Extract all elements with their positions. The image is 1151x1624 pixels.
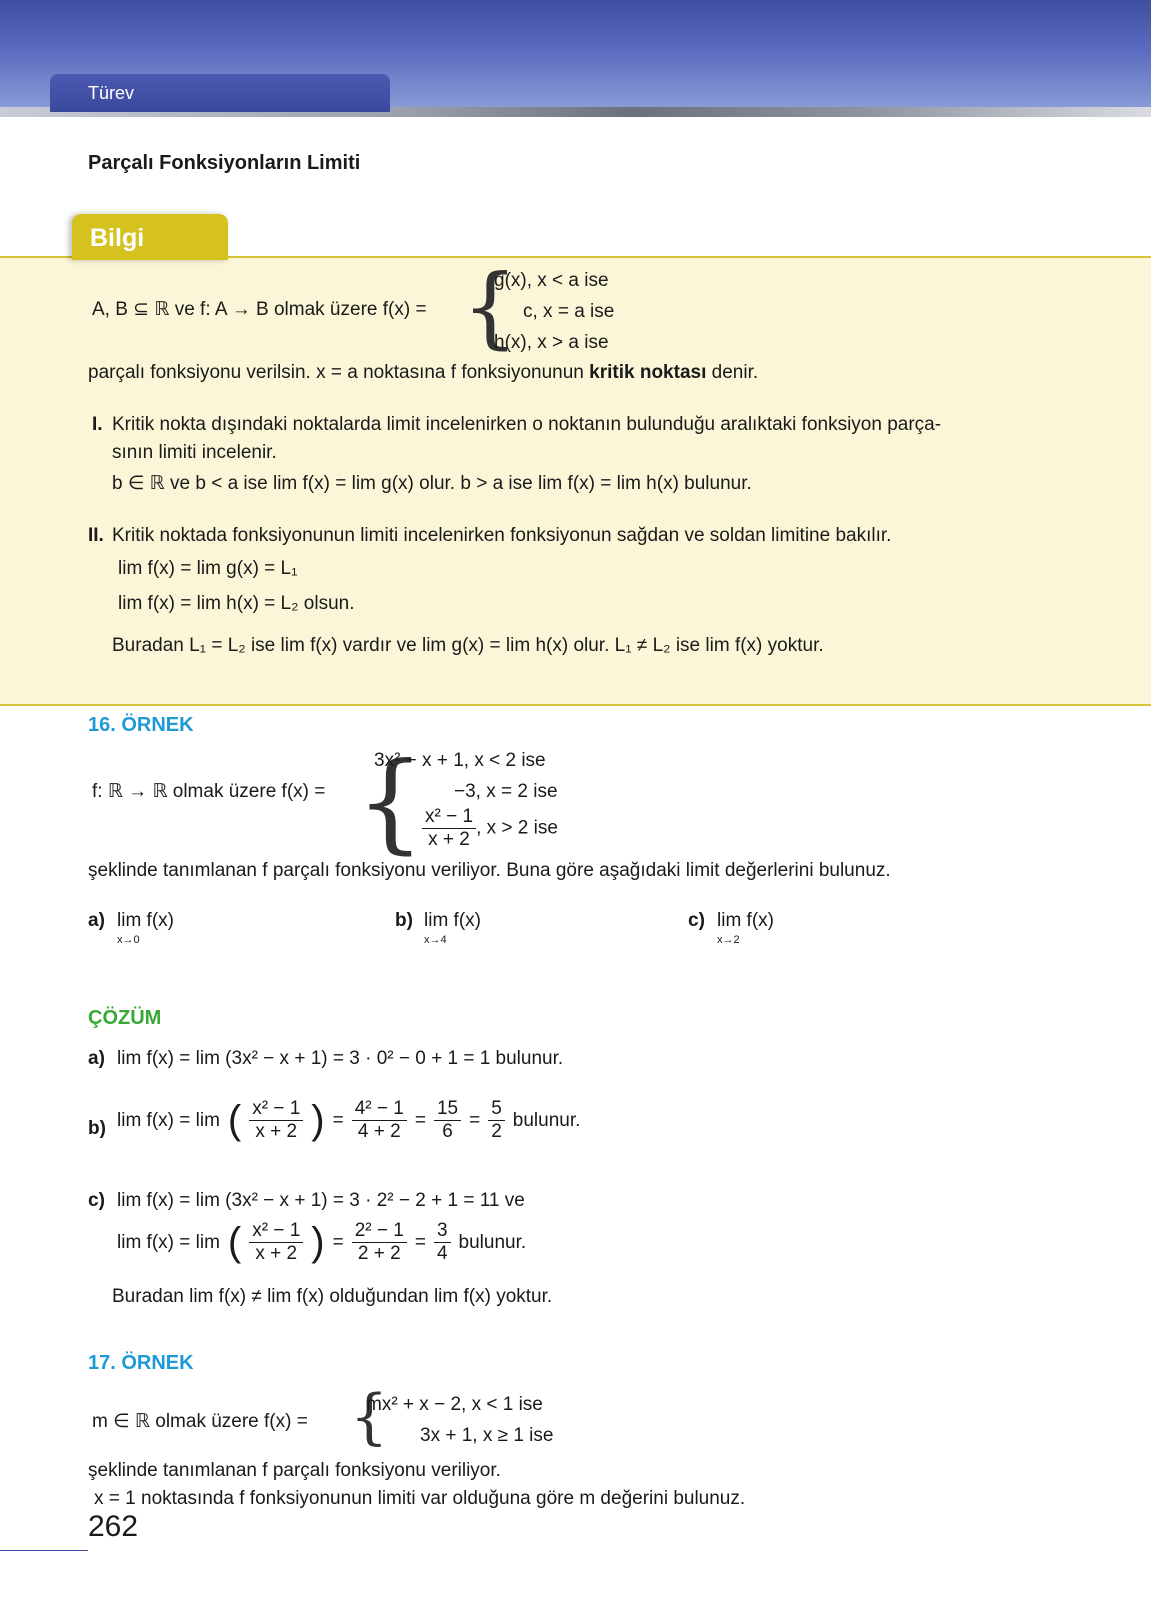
- solution-c-tail: bulunur.: [458, 1231, 527, 1253]
- case-3-fraction: [422, 806, 476, 851]
- fraction-numerator: x² − 1: [422, 806, 476, 829]
- solution-c-lead: lim f(x) = lim: [117, 1231, 220, 1253]
- equals-sign: =: [332, 1231, 344, 1253]
- example-16-brace: {: [356, 740, 425, 865]
- solution-c-line-1: lim f(x) = lim (3x² − x + 1) = 3 · 2² − 2 + 1 = 11 ve: [117, 1190, 525, 1211]
- equals-sign: =: [332, 1109, 344, 1131]
- example-17-case-1: mx² + x − 2, x < 1 ise: [366, 1394, 543, 1415]
- solution-b-label: b): [88, 1118, 106, 1139]
- numerator: x² − 1: [249, 1098, 303, 1121]
- example-16-case-3: [422, 806, 558, 851]
- left-paren: (: [227, 1220, 242, 1264]
- option-a-expr: lim f(x): [117, 910, 174, 931]
- definition-tail: [88, 362, 758, 384]
- left-paren: (: [227, 1098, 242, 1142]
- example-17-title: 17. ÖRNEK: [88, 1352, 194, 1374]
- example-16-question: şeklinde tanımlanan f parçalı fonksiyonu veriliyor. Buna göre aşağıdaki limit değerlerini bulunuz.: [88, 860, 891, 881]
- page-number-rule: [0, 1550, 88, 1551]
- denominator: 2 + 2: [357, 1243, 401, 1264]
- case-3-condition: , x > 2 ise: [476, 817, 558, 839]
- item-2-line-1: lim f(x) = lim g(x) = L₁: [118, 558, 298, 579]
- option-c-sub: x→2: [717, 934, 740, 946]
- example-16-case-2: −3, x = 2 ise: [454, 781, 558, 802]
- definition-brace: {: [462, 255, 518, 358]
- denominator: 4 + 2: [357, 1121, 401, 1142]
- solution-b-fraction-3: [434, 1098, 461, 1143]
- example-17-line-1: şeklinde tanımlanan f parçalı fonksiyonu veriliyor.: [88, 1460, 501, 1481]
- option-c-label: c): [688, 910, 705, 931]
- solution-c-line-2: [117, 1220, 526, 1265]
- example-16-lead: f: ℝ → ℝ olmak üzere f(x) =: [92, 781, 326, 802]
- equals-sign: =: [469, 1109, 481, 1131]
- solution-c-line-3: Buradan lim f(x) ≠ lim f(x) olduğundan lim f(x) yoktur.: [112, 1286, 553, 1307]
- denominator: x + 2: [255, 1243, 298, 1264]
- item-1-formula: b ∈ ℝ ve b < a ise lim f(x) = lim g(x) olur. b > a ise lim f(x) = lim h(x) bulunur.: [112, 473, 752, 494]
- numerator: 3: [434, 1220, 451, 1243]
- numerator: 15: [434, 1098, 461, 1121]
- example-17-brace: {: [350, 1382, 389, 1452]
- item-1-text-cont: sının limiti incelenir.: [112, 442, 277, 463]
- denominator: 2: [491, 1121, 502, 1142]
- item-2-text: Kritik noktada fonksiyonunun limiti incelenirken fonksiyonun sağdan ve soldan limitine bakılır.: [112, 525, 892, 546]
- item-1-number: I.: [92, 414, 103, 435]
- option-b-sub: x→4: [424, 934, 447, 946]
- solution-b-fraction-1: [249, 1098, 303, 1143]
- example-17-case-2: 3x + 1, x ≥ 1 ise: [420, 1425, 554, 1446]
- option-b-label: b): [395, 910, 413, 931]
- solution-b-fraction-4: [488, 1098, 505, 1143]
- denominator: 6: [442, 1121, 453, 1142]
- option-a-sub: x→0: [117, 934, 140, 946]
- solution-a-text: lim f(x) = lim (3x² − x + 1) = 3 · 0² − 0 + 1 = 1 bulunur.: [117, 1048, 564, 1069]
- solution-c-fraction-2: [352, 1220, 407, 1265]
- numerator: x² − 1: [249, 1220, 303, 1243]
- item-2-line-2: lim f(x) = lim h(x) = L₂ olsun.: [118, 593, 355, 614]
- right-paren: ): [311, 1098, 325, 1142]
- item-1-text: Kritik nokta dışındaki noktalarda limit incelenirken o noktanın bulunduğu aralıktaki fonksiyon parça-: [112, 414, 942, 435]
- definition-case-1: g(x), x < a ise: [494, 270, 609, 291]
- solution-title: ÇÖZÜM: [88, 1007, 162, 1029]
- definition-lead: A, B ⊆ ℝ ve f: A → B olmak üzere f(x) =: [92, 299, 427, 320]
- equals-sign: =: [414, 1231, 426, 1253]
- numerator: 4² − 1: [352, 1098, 407, 1121]
- option-c-expr: lim f(x): [717, 910, 774, 931]
- solution-c-label: c): [88, 1190, 105, 1211]
- item-2-number: II.: [88, 525, 104, 546]
- option-b-expr: lim f(x): [424, 910, 481, 931]
- right-paren: ): [311, 1220, 325, 1264]
- info-tab-label: Bilgi: [90, 224, 145, 252]
- definition-tail-text: parçalı fonksiyonu verilsin. x = a noktasına f fonksiyonunun: [88, 362, 590, 383]
- definition-tail-end: denir.: [706, 362, 759, 383]
- page-number: 262: [88, 1510, 139, 1543]
- example-16-case-1: 3x² − x + 1, x < 2 ise: [374, 750, 546, 771]
- definition-case-3: h(x), x > a ise: [494, 332, 609, 353]
- fraction-denominator: x + 2: [428, 829, 470, 850]
- solution-b-lead: lim f(x) = lim: [117, 1109, 220, 1131]
- example-17-lead: m ∈ ℝ olmak üzere f(x) =: [92, 1411, 308, 1432]
- numerator: 2² − 1: [352, 1220, 407, 1243]
- solution-c-fraction-3: [434, 1220, 451, 1265]
- solution-b-tail: bulunur.: [512, 1109, 581, 1131]
- definition-keyword: kritik noktası: [589, 362, 707, 383]
- solution-c-fraction-1: [249, 1220, 303, 1265]
- numerator: 5: [488, 1098, 505, 1121]
- example-16-title: 16. ÖRNEK: [88, 714, 194, 736]
- chapter-label: Türev: [88, 83, 135, 103]
- denominator: x + 2: [255, 1121, 298, 1142]
- solution-b-line: [117, 1098, 580, 1143]
- chapter-tab: [50, 74, 390, 112]
- option-a-label: a): [88, 910, 105, 931]
- denominator: 4: [436, 1243, 448, 1264]
- example-17-line-2: x = 1 noktasında f fonksiyonunun limiti var olduğuna göre m değerini bulunuz.: [94, 1488, 746, 1509]
- solution-b-fraction-2: [352, 1098, 407, 1143]
- item-2-line-3: Buradan L₁ = L₂ ise lim f(x) vardır ve lim g(x) = lim h(x) olur. L₁ ≠ L₂ ise lim f(x) yoktur.: [112, 635, 824, 656]
- solution-a-label: a): [88, 1048, 105, 1069]
- section-title: Parçalı Fonksiyonların Limiti: [88, 152, 361, 174]
- info-tab: [72, 214, 228, 260]
- definition-case-2: c, x = a ise: [523, 301, 615, 322]
- equals-sign: =: [414, 1109, 426, 1131]
